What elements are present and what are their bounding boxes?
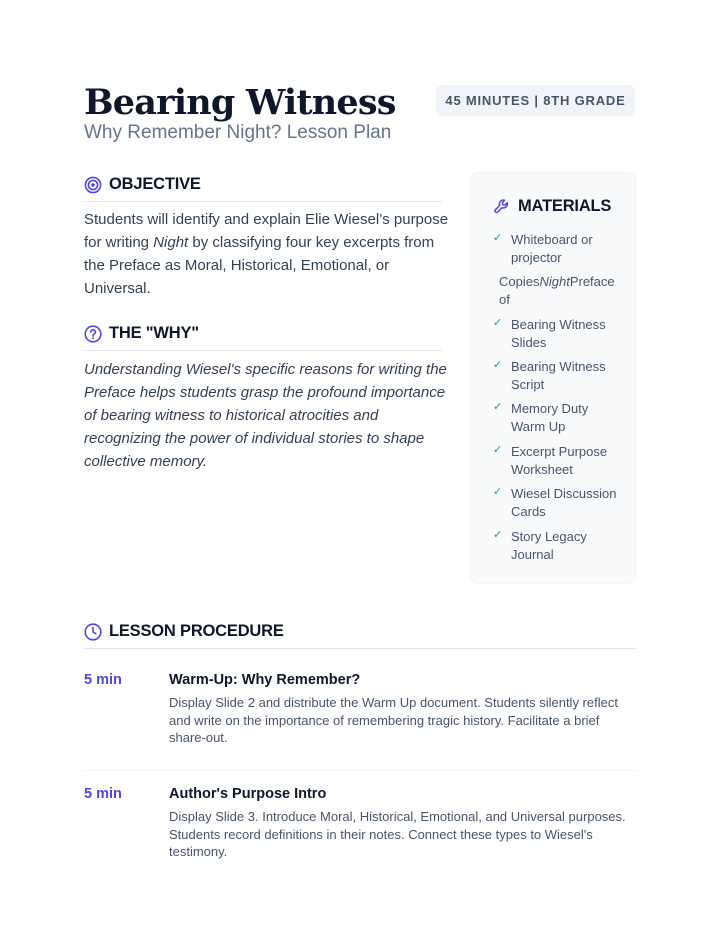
material-label: Memory Duty Warm Up	[511, 401, 589, 434]
why-heading	[84, 324, 199, 343]
objective-heading	[84, 175, 201, 194]
question-circle-icon	[84, 325, 102, 343]
material-label: Bearing Witness Slides	[511, 317, 606, 350]
procedure-step	[84, 672, 636, 752]
material-label-part: of	[499, 291, 510, 307]
duration-grade-badge: 45 MINUTES | 8TH GRADE	[436, 85, 635, 116]
material-label: Bearing Witness Script	[511, 359, 606, 392]
target-icon	[84, 176, 102, 194]
objective-divider	[84, 201, 442, 202]
step-description: Display Slide 2 and distribute the Warm Up document. Students silently reflect and write on the importance of remembering tragic history. Facilitate a brief share-out.	[169, 695, 618, 746]
material-label	[499, 273, 615, 308]
book-title-night: Night	[153, 234, 189, 251]
objective-text-part: by classifying four key excerpts from the Preface as Moral, Historical, Emotional, or Universal.	[84, 234, 435, 297]
check-icon: ✓	[493, 486, 503, 498]
step-title: Author's Purpose Intro	[169, 786, 327, 802]
check-icon: ✓	[493, 232, 503, 244]
material-label: Story Legacy Journal	[511, 529, 587, 562]
objective-heading-label: OBJECTIVE	[109, 175, 201, 193]
page-subtitle: Why Remember Night? Lesson Plan	[84, 122, 392, 143]
material-label-part: Copies	[499, 274, 540, 289]
material-item	[499, 273, 629, 308]
clock-icon	[84, 623, 102, 641]
page-title: Bearing Witness	[84, 82, 396, 123]
step-divider	[84, 770, 636, 771]
step-title: Warm-Up: Why Remember?	[169, 672, 361, 688]
objective-text-part: Students will identify and explain Elie Wiesel’s purpose for writing	[84, 211, 449, 251]
check-icon: ✓	[493, 401, 503, 413]
check-icon: ✓	[493, 317, 503, 329]
material-label: Excerpt Purpose Worksheet	[511, 444, 608, 477]
material-item	[493, 443, 623, 478]
material-item	[493, 358, 623, 393]
material-label: Wiesel Discussion Cards	[511, 486, 617, 519]
material-item	[493, 528, 623, 563]
material-item	[493, 316, 623, 351]
check-icon: ✓	[493, 529, 503, 541]
step-description: Display Slide 3. Introduce Moral, Historical, Emotional, and Universal purposes. Students record definitions in their notes. Connect these types to Wiesel's testimony.	[169, 809, 626, 860]
objective-text	[84, 208, 450, 300]
check-icon: ✓	[493, 359, 503, 371]
material-label: Whiteboard or projector	[511, 232, 593, 265]
why-heading-label: THE "WHY"	[109, 324, 199, 342]
material-item	[493, 485, 623, 520]
material-item	[493, 400, 623, 435]
wrench-icon	[493, 198, 511, 216]
check-icon: ✓	[493, 444, 503, 456]
materials-heading-label: MATERIALS	[518, 197, 612, 215]
material-item	[493, 231, 623, 266]
material-label-part: Preface	[569, 274, 615, 289]
why-text: Understanding Wiesel's specific reasons for writing the Preface helps students grasp the profound importance of bearing witness to historical atrocities and recognizing the power of individual stories to shape collective memory.	[84, 361, 447, 470]
procedure-heading	[84, 622, 284, 641]
material-label-part: Night	[539, 274, 570, 289]
procedure-divider	[84, 648, 636, 649]
why-divider	[84, 350, 442, 351]
materials-panel	[470, 172, 636, 584]
step-time: 5 min	[84, 786, 122, 802]
procedure-heading-label: LESSON PROCEDURE	[109, 622, 284, 640]
procedure-step	[84, 786, 636, 866]
materials-heading	[493, 197, 611, 216]
step-time: 5 min	[84, 672, 122, 688]
